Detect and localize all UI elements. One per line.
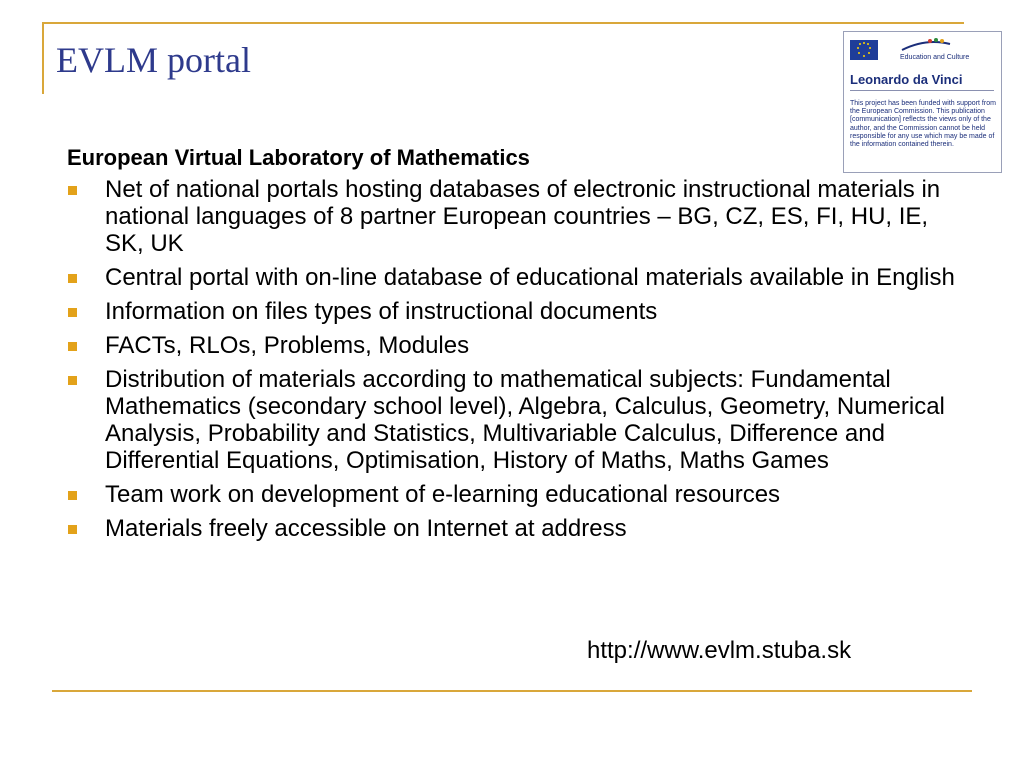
bullet-text: FACTs, RLOs, Problems, Modules: [105, 332, 470, 359]
slide-subtitle: European Virtual Laboratory of Mathematics: [67, 145, 530, 170]
slide-body: [67, 144, 967, 549]
program-label: Education and Culture: [900, 54, 970, 61]
bullet-icon: [68, 525, 77, 534]
slide-title: EVLM portal: [56, 40, 251, 80]
swoosh-icon: [896, 36, 956, 56]
bullet-text: Distribution of materials according to mathematical subjects: Fundamental Mathematics (secondary school level), Algebra, Calculus, Geometry, Numerical Analysis, Probability and Statistics, Multivariable Calculus, Difference and Differential Equations, Optimisation, History of Maths, Maths Games: [105, 366, 945, 474]
list-item: [67, 515, 967, 542]
bullet-text: Central portal with on-line database of educational materials available in English: [105, 264, 955, 291]
bullet-text: Net of national portals hosting databases of electronic instructional materials in national languages of 8 partner European countries – BG, CZ, ES, FI, HU, IE, SK, UK: [105, 176, 941, 257]
frame-bottom-line: [52, 690, 972, 692]
frame-vertical-line: [42, 22, 44, 94]
bullet-text: Team work on development of e-learning educational resources: [105, 481, 781, 508]
portal-url[interactable]: http://www.evlm.stuba.sk: [587, 637, 852, 664]
bullet-list: [67, 176, 967, 542]
list-item: [67, 481, 967, 508]
list-item: [67, 176, 967, 257]
funding-disclaimer: This project has been funded with support from the European Commission. This publication [communication] reflects the views only of the author, and the Commission cannot be held responsible for any use which may be made of the information contained therein.: [850, 100, 996, 149]
bullet-icon: [68, 491, 77, 500]
bullet-icon: [68, 376, 77, 385]
bullet-icon: [68, 274, 77, 283]
bullet-icon: [68, 342, 77, 351]
eu-flag-icon: [850, 40, 878, 60]
logo-divider: [850, 90, 994, 91]
bullet-icon: [68, 186, 77, 195]
frame-top-line: [42, 22, 964, 24]
list-item: [67, 264, 967, 291]
bullet-text: Information on files types of instructional documents: [105, 298, 658, 325]
bullet-text: Materials freely accessible on Internet at address: [105, 515, 627, 542]
list-item: [67, 366, 967, 474]
list-item: [67, 298, 967, 325]
bullet-icon: [68, 308, 77, 317]
program-name: Leonardo da Vinci: [850, 72, 963, 87]
list-item: [67, 332, 967, 359]
